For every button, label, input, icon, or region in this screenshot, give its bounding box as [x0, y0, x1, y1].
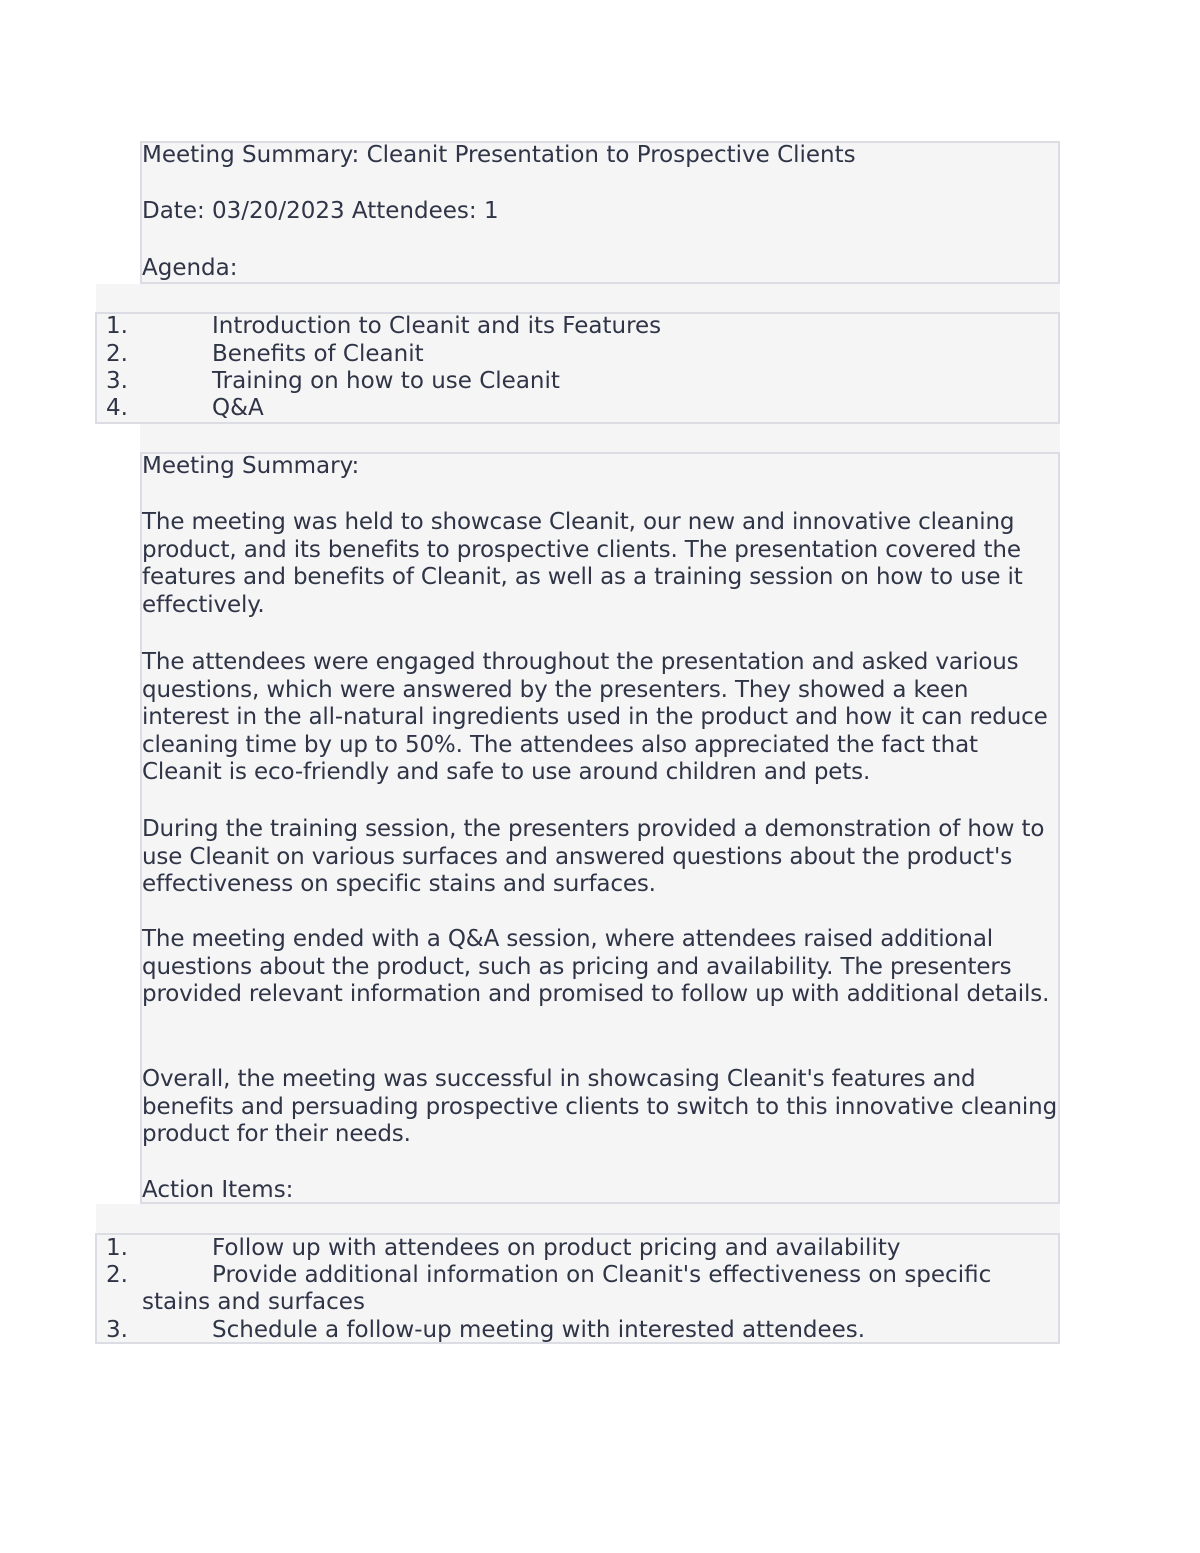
agenda-item-2: Benefits of Cleanit: [212, 341, 424, 367]
summary-paragraph-2: The attendees were engaged throughout the presentation and asked various questions, which were answered by the presenters. They showed a keen interest in the all-natural ingredients used in the product and how it can reduce cleaning time by up to 50%. The attendees also appreciated the fact that Cleanit is eco-friendly and safe to use around children and pets.: [142, 649, 1048, 785]
summary-paragraph-1: The meeting was held to showcase Cleanit, our new and innovative cleaning product, and its benefits to prospective clients. The presentation covered the features and benefits of Cleanit, as well as a training session on how to use it effectively.: [142, 509, 1023, 618]
agenda-item-number: 4.: [106, 395, 128, 421]
agenda-item-number: 1.: [106, 313, 128, 339]
action-item-2: Provide additional information on Cleanit's effectiveness on specific: [212, 1262, 992, 1288]
agenda-item-4: Q&A: [212, 395, 264, 421]
date-attendees-line: Date: 03/20/2023 Attendees: 1: [142, 198, 499, 224]
action-item-number: 1.: [106, 1235, 128, 1261]
action-item-3: Schedule a follow-up meeting with interested attendees.: [212, 1317, 866, 1343]
spacer-strip: [96, 284, 1060, 312]
agenda-item-number: 3.: [106, 368, 128, 394]
agenda-item-1: Introduction to Cleanit and its Features: [212, 313, 662, 339]
agenda-item-number: 2.: [106, 341, 128, 367]
agenda-item-3: Training on how to use Cleanit: [212, 368, 560, 394]
document-title: Meeting Summary: Cleanit Presentation to Prospective Clients: [142, 142, 856, 168]
agenda-label: Agenda:: [142, 255, 238, 281]
action-item-2-continuation: stains and surfaces: [142, 1289, 365, 1315]
summary-label: Meeting Summary:: [142, 453, 360, 479]
spacer-strip: [140, 424, 1060, 452]
spacer-strip: [96, 1204, 1060, 1233]
action-item-1: Follow up with attendees on product pricing and availability: [212, 1235, 901, 1261]
action-items-label: Action Items:: [142, 1177, 294, 1203]
summary-paragraph-3: During the training session, the presenters provided a demonstration of how to use Cleanit on various surfaces and answered questions about the product's effectiveness on specific stains and surfaces.: [142, 816, 1045, 897]
summary-paragraph-5: Overall, the meeting was successful in showcasing Cleanit's features and benefits and persuading prospective clients to switch to this innovative cleaning product for their needs.: [142, 1066, 1058, 1147]
summary-paragraph-4: The meeting ended with a Q&A session, where attendees raised additional questions about the product, such as pricing and availability. The presenters provided relevant information and promised to follow up with additional details.: [142, 926, 1050, 1007]
action-item-number: 3.: [106, 1317, 128, 1343]
action-item-number: 2.: [106, 1262, 128, 1288]
